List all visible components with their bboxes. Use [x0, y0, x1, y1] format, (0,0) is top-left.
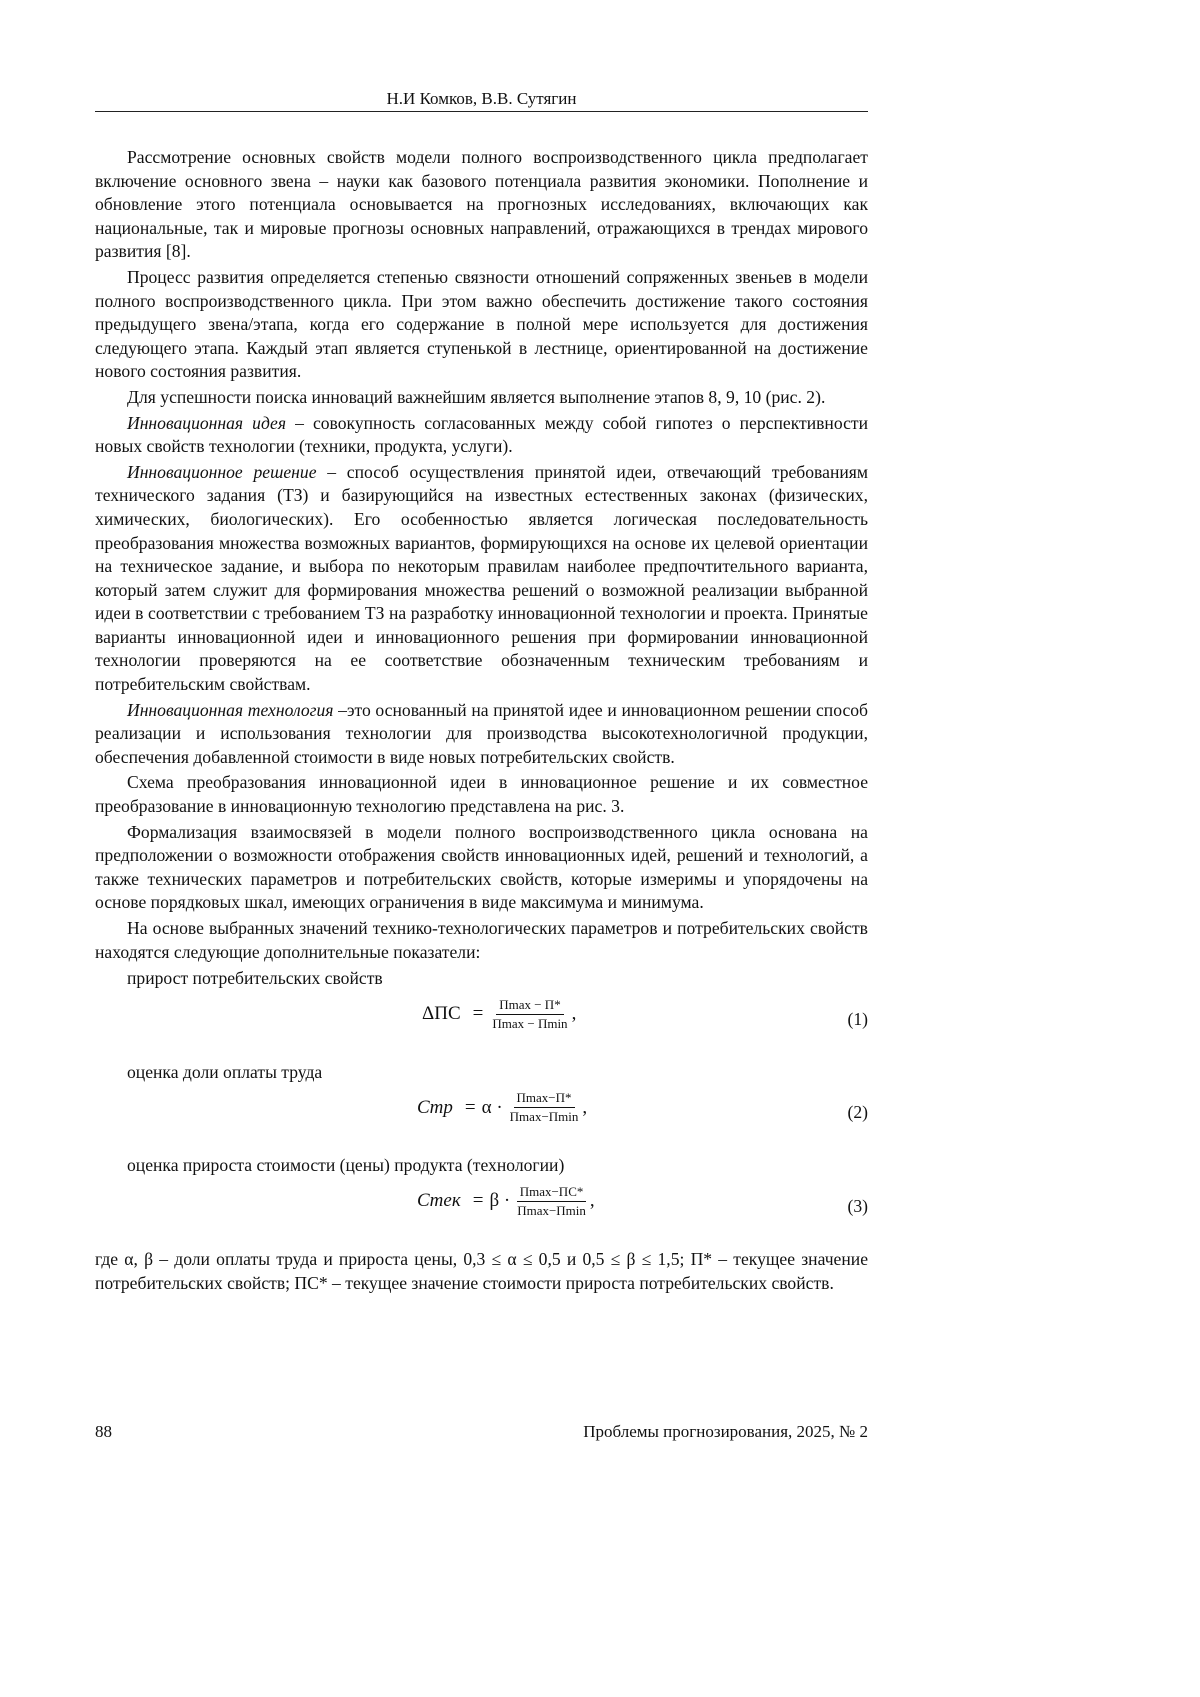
page-number: 88 — [95, 1422, 112, 1441]
formula-3-comma: , — [589, 1190, 595, 1212]
term-innovation-solution: Инновационное решение — [127, 461, 317, 482]
paragraph-1: Рассмотрение основных свойств модели полного воспроизводственного цикла предполагает включение основного звена – науки как базового потенциала развития экономики. Пополнение и обновление этого потенциала основывается на прогнозных исследованиях, включающих как национальные, так и мировые прогнозы основных направлений, отражающихся в трендах мирового развития [8]. — [95, 147, 868, 262]
formula-1-intro: прирост потребительских свойств — [127, 968, 383, 989]
definition-innovation-idea: – совокупность согласованных между собой гипотез о перспективности новых свойств технологии (техники, продукта, услуги). — [95, 412, 868, 457]
formula-3-expression — [417, 1184, 595, 1219]
formula-2-coefficient: α · — [481, 1096, 503, 1118]
paragraph-innovation-technology — [95, 699, 868, 770]
formula-3-fraction — [514, 1184, 589, 1219]
definition-innovation-solution: – способ осуществления принятой идеи, отвечающий требованиям технического задания (ТЗ) и базирующийся на известных естественных законах (физических, химических, биологических). Его особенностью является логическая последовательность преобразования множества возможных вариантов, формирующихся на основе их целевой ориентации на техническое задание, и выбора по некоторым правилам наиболее предпочтительного варианта, который затем служит для формирования множества решений о возможной реализации выбранной идеи в соответствии с требованием ТЗ на разработку инновационной технологии и проекта. Принятые варианты инновационной идеи и инновационного решения при формировании инновационной технологии проверяются на ее соответствие обозначенным техническим требованиям и потребительским свойствам. — [95, 461, 868, 695]
paragraph-2: Процесс развития определяется степенью связности отношений сопряженных звеньев в модели полного воспроизводственного цикла. При этом важно обеспечить достижение такого состояния предыдущего звена/этапа, когда его содержание в полной мере используется для достижения следующего этапа. Каждый этап является ступенькой в лестнице, ориентированной на достижение нового состояния развития. — [95, 266, 868, 382]
formula-3-number: (3) — [847, 1195, 868, 1216]
formula-1-lhs: ΔПС — [422, 1003, 461, 1025]
paragraph-7: Схема преобразования инновационной идеи в инновационное решение и их совместное преобразование в инновационную технологию представлена на рис. 3. — [95, 772, 868, 817]
formula-1 — [95, 997, 868, 1047]
formula-2-denominator: Пmax−Пmin — [509, 1109, 579, 1125]
formula-1-fraction — [489, 997, 570, 1032]
formula-2-numerator: Пmax−П* — [514, 1090, 575, 1108]
term-innovation-technology: Инновационная технология — [127, 699, 334, 720]
formula-1-equals: = — [472, 1003, 484, 1025]
formula-2-equals: = — [464, 1096, 476, 1118]
formula-1-comma: , — [571, 1003, 577, 1025]
formula-2-lhs: Cтр — [417, 1096, 453, 1118]
paragraph-8: Формализация взаимосвязей в модели полного воспроизводственного цикла основана на предположении о возможности отображения свойств инновационных идей, решений и технологий, а также технических параметров и потребительских свойств, которые измеримы и упорядочены на основе порядковых шкал, имеющих ограничения в виде максимума и минимума. — [95, 821, 868, 913]
formula-2-fraction — [507, 1090, 582, 1125]
definition-innovation-technology: –это основанный на принятой идее и инновационном решении способ реализации и использования технологии для производства высокотехнологичной продукции, обеспечения добавленной стоимости в виде новых потребительских свойств. — [95, 699, 869, 767]
formula-3-denominator: Пmax−Пmin — [517, 1202, 586, 1218]
formula-3-lhs: Cтек — [417, 1190, 461, 1212]
formula-1-number: (1) — [847, 1008, 868, 1029]
formula-3-intro: оценка прироста стоимости (цены) продукта (технологии) — [127, 1155, 565, 1176]
paragraph-3: Для успешности поиска инноваций важнейшим является выполнение этапов 8, 9, 10 (рис. 2). — [127, 386, 826, 407]
paragraph-notation: где α, β – доли оплаты труда и прироста цены, 0,3 ≤ α ≤ 0,5 и 0,5 ≤ β ≤ 1,5; П* – текущее значение потребительских свойств; ПС* – текущее значение стоимости прироста потребительских свойств. — [95, 1248, 868, 1293]
formula-2-intro: оценка доли оплаты труда — [127, 1061, 323, 1082]
formula-3-coefficient: β · — [489, 1190, 511, 1212]
running-head: Н.И Комков, В.В. Сутягин — [386, 89, 577, 108]
formula-3-numerator: Пmax−ПС* — [517, 1184, 587, 1202]
formula-2-number: (2) — [847, 1102, 868, 1123]
paragraph-innovation-solution — [95, 461, 868, 697]
header-rule — [95, 111, 868, 112]
formula-2-comma: , — [582, 1096, 588, 1118]
term-innovation-idea: Инновационная идея — [127, 412, 287, 433]
paragraph-innovation-idea — [95, 412, 868, 459]
formula-3 — [95, 1184, 868, 1234]
formula-3-equals: = — [472, 1190, 484, 1212]
paragraph-9: На основе выбранных значений технико-технологических параметров и потребительских свойств находятся следующие дополнительные показатели: — [95, 918, 868, 962]
formula-1-numerator: Пmax − П* — [496, 997, 564, 1015]
formula-1-denominator: Пmax − Пmin — [492, 1015, 568, 1031]
formula-2 — [95, 1090, 868, 1140]
formula-2-expression — [417, 1090, 587, 1125]
article-body — [95, 146, 868, 1297]
formula-1-expression — [422, 997, 576, 1032]
journal-citation: Проблемы прогнозирования, 2025, № 2 — [583, 1422, 868, 1441]
